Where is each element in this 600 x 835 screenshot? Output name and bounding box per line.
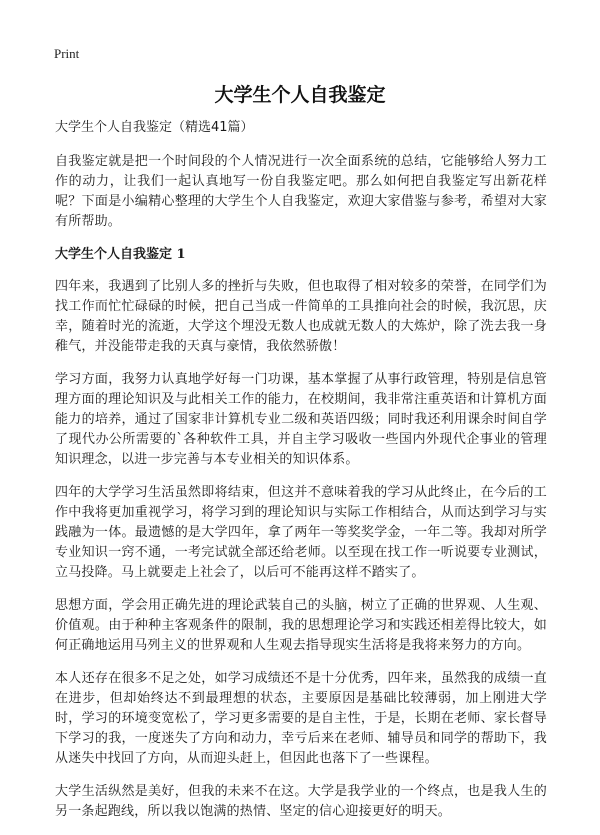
body-paragraph: 思想方面，学会用正确先进的理论武装自己的头脑，树立了正确的世界观、人生观、价值观。由于种种主客观条件的限制，我的思想理论学习和实践还相差得比较大，如何正确地运用马列主义的世界观和人生观去指导现实生活将是我将来努力的方向。: [55, 598, 547, 653]
intro-paragraph: 自我鉴定就是把一个时间段的个人情况进行一次全面系统的总结，它能够给人努力工作的动力，让我们一起认真地写一份自我鉴定吧。那么如何把自我鉴定写出新花样呢？下面是小编精心整理的大学生个人自我鉴定，欢迎大家借鉴与参考，希望对大家有所帮助。: [55, 154, 547, 229]
body-paragraph: 四年的大学学习生活虽然即将结束，但这并不意味着我的学习从此终止，在今后的工作中我将更加重视学习，将学习到的理论知识与实际工作相结合，从而达到学习与实践融为一体。最遗憾的是大学四年，拿了两年一等奖奖学金，一年二等。我却对所学专业知识一窍不通，一考完试就全部还给老师。以至现在找工作一听说要专业测试，立马投降。马上就要走上社会了，以后可不能再这样不踏实了。: [55, 485, 547, 580]
body-paragraph: 大学生活纵然是美好，但我的未来不在这。大学是我学业的一个终点，也是我人生的另一条起跑线，所以我以饱满的热情、坚定的信心迎接更好的明天。: [55, 784, 547, 819]
section-heading: 大学生个人自我鉴定 1: [55, 247, 186, 262]
body-paragraph: 四年来，我遇到了比别人多的挫折与失败，但也取得了相对较多的荣誉，在同学们为找工作而忙忙碌碌的时候，把自己当成一件简单的工具推向社会的时候，我沉思，庆幸，随着时光的流逝，大学这个埋没无数人也成就无数人的大炼炉，除了洗去我一身稚气，并没能带走我的天真与豪情，我依然骄傲！: [55, 279, 547, 354]
print-link[interactable]: Print: [54, 46, 80, 61]
document-subtitle: 大学生个人自我鉴定（精选41篇）: [55, 120, 254, 135]
page-title: 大学生个人自我鉴定: [214, 84, 386, 106]
document-body: [55, 118, 547, 835]
body-paragraph: 本人还存在很多不足之处，如学习成绩还不是十分优秀，四年来，虽然我的成绩一直在进步，但却始终达不到最理想的状态，主要原因是基础比较薄弱，加上刚进大学时，学习的环境变宽松了，学习更多需要的是自主性，于是，长期在老师、家长督导下学习的我，一度迷失了方向和动力，幸亏后来在老师、辅导员和同学的帮助下，我从迷失中找回了方向，从而迎头赶上，但因此也落下了一些课程。: [55, 671, 547, 766]
body-paragraph: 学习方面，我努力认真地学好每一门功课，基本掌握了从事行政管理，特别是信息管理方面的理论知识及与此相关工作的能力，在校期间，我非常注重英语和计算机方面能力的培养，通过了国家非计算机专业二级和英语四级；同时我还利用课余时间自学了现代办公所需要的`各种软件工具，并自主学习吸收一些国内外现代企事业的管理知识理念，以进一步完善与本专业相关的知识体系。: [55, 372, 547, 467]
